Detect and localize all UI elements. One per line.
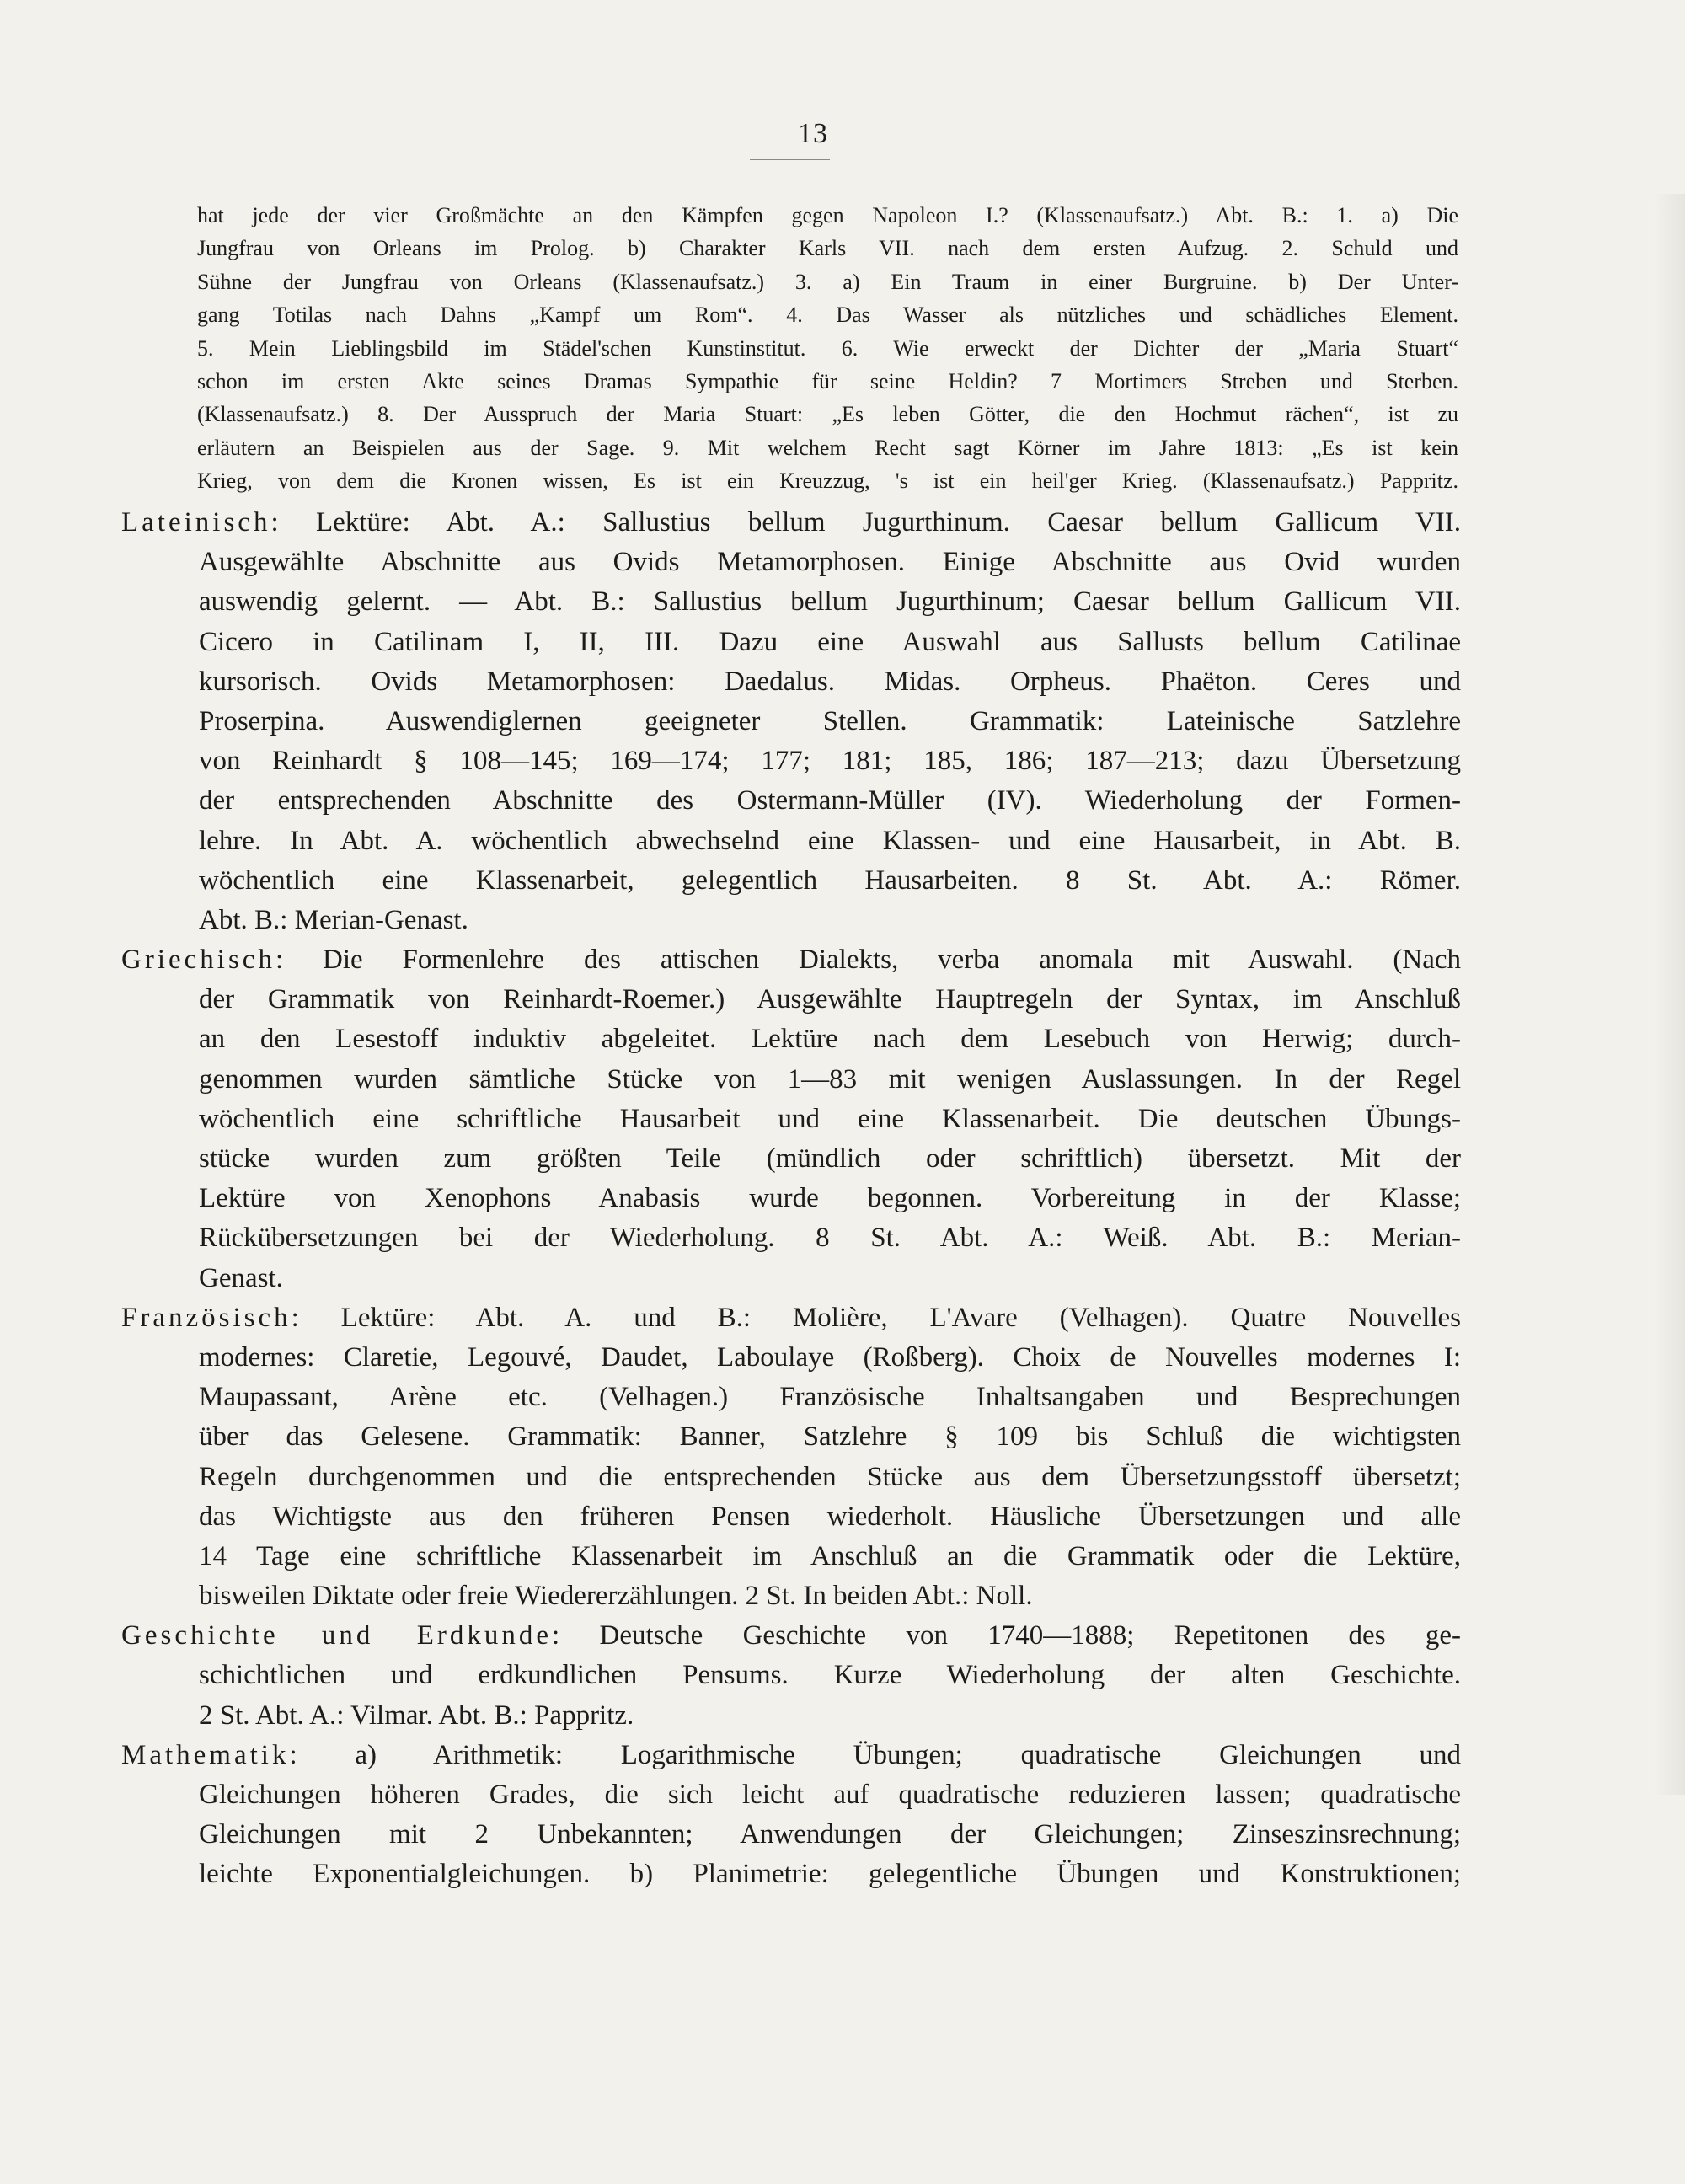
page-number: 13 xyxy=(798,118,828,149)
text-line: von Reinhardt § 108—145; 169—174; 177; 181; 185, 186; 187—213; dazu Übersetzung xyxy=(199,746,1461,777)
text-line: Sühne der Jungfrau von Orleans (Klassenaufsatz.) 3. a) Ein Traum in einer Burgruine. b) Der Unter- xyxy=(197,269,1458,294)
text-line: genommen wurden sämtliche Stücke von 1—83 mit wenigen Auslassungen. In der Regel xyxy=(199,1063,1461,1095)
text-line: an den Lesestoff induktiv abgeleitet. Lektüre nach dem Lesebuch von Herwig; durch- xyxy=(199,1024,1461,1055)
text-line: lehre. In Abt. A. wöchentlich abwechselnd eine Klassen- und eine Hausarbeit, in Abt. B. xyxy=(199,825,1461,856)
section-text: : Lektüre: Abt. A.: Sallustius bellum Jugurthinum. Caesar bellum Gallicum VII. xyxy=(270,507,1461,538)
section-first-line xyxy=(121,1616,1461,1656)
text-line: schichtlichen und erdkundlichen Pensums. Kurze Wiederholung der alten Geschichte. xyxy=(199,1660,1461,1691)
text-line: (Klassenaufsatz.) 8. Der Ausspruch der Maria Stuart: „Es leben Götter, die den Hochmut rächen“, ist zu xyxy=(197,402,1458,427)
section-latein xyxy=(121,503,1461,940)
show-through-shadow xyxy=(1653,194,1685,1795)
section-text: : Lektüre: Abt. A. und B.: Molière, L'Avare (Velhagen). Quatre Nouvelles xyxy=(291,1302,1461,1333)
text-line: 2 St. Abt. A.: Vilmar. Abt. B.: Pappritz. xyxy=(199,1700,634,1731)
text-line: Gleichungen höheren Grades, die sich leicht auf quadratische reduzieren lassen; quadratische xyxy=(199,1780,1461,1810)
text-line: auswendig gelernt. — Abt. B.: Sallustius bellum Jugurthinum; Caesar bellum Gallicum VII. xyxy=(199,586,1461,618)
text-line: Jungfrau von Orleans im Prolog. b) Charakter Karls VII. nach dem ersten Aufzug. 2. Schuld und xyxy=(197,236,1458,261)
section-first-line xyxy=(121,503,1461,543)
section-heading: Lateinisch xyxy=(121,507,271,538)
subject-sections xyxy=(121,503,1461,1895)
text-line: Lektüre von Xenophons Anabasis wurde begonnen. Vorbereitung in der Klasse; xyxy=(199,1183,1461,1214)
section-text: : a) Arithmetik: Logarithmische Übungen; quadratische Gleichungen und xyxy=(289,1739,1461,1770)
section-mathematik xyxy=(121,1736,1461,1895)
section-geschichte xyxy=(121,1616,1461,1736)
text-line: bisweilen Diktate oder freie Wiedererzählungen. 2 St. In beiden Abt.: Noll. xyxy=(199,1581,1033,1612)
text-line: leichte Exponentialgleichungen. b) Planimetrie: gelegentliche Übungen und Konstruktionen; xyxy=(199,1859,1461,1890)
section-text: : Die Formenlehre des attischen Dialekts, verba anomala mit Auswahl. (Nach xyxy=(275,945,1461,976)
text-line: wöchentlich eine schriftliche Hausarbeit und eine Klassenarbeit. Die deutschen Übungs- xyxy=(199,1103,1461,1134)
text-line: Ausgewählte Abschnitte aus Ovids Metamorphosen. Einige Abschnitte aus Ovid wurden xyxy=(199,547,1461,578)
text-line: Maupassant, Arène etc. (Velhagen.) Französische Inhaltsangaben und Besprechungen xyxy=(199,1382,1461,1413)
text-line: Cicero in Catilinam I, II, III. Dazu eine Auswahl aus Sallusts bellum Catilinae xyxy=(199,626,1461,657)
section-griechisch xyxy=(121,940,1461,1298)
text-line: Gleichungen mit 2 Unbekannten; Anwendungen der Gleichungen; Zinseszinsrechnung; xyxy=(199,1819,1461,1850)
section-franzoesisch xyxy=(121,1298,1461,1617)
text-line: stücke wurden zum größten Teile (mündlich oder schriftlich) übersetzt. Mit der xyxy=(199,1143,1461,1174)
section-heading: Griechisch xyxy=(121,945,275,976)
section-heading: Französisch xyxy=(121,1302,292,1333)
text-line: Abt. B.: Merian-Genast. xyxy=(199,904,468,935)
page-number-rule xyxy=(750,159,830,161)
section-heading: Geschichte und Erdkunde xyxy=(121,1620,553,1651)
text-line: Proserpina. Auswendiglernen geeigneter Stellen. Grammatik: Lateinische Satzlehre xyxy=(199,705,1461,736)
section-first-line xyxy=(121,1298,1461,1338)
text-line: Regeln durchgenommen und die entsprechenden Stücke aus dem Übersetzungsstoff übersetzt; xyxy=(199,1461,1461,1492)
text-line: hat jede der vier Großmächte an den Kämpfen gegen Napoleon I.? (Klassenaufsatz.) Abt. B.: 1. a) Die xyxy=(197,203,1458,228)
essay-topics-paragraph xyxy=(197,199,1458,498)
text-line: Rückübersetzungen bei der Wiederholung. 8 St. Abt. A.: Weiß. Abt. B.: Merian- xyxy=(199,1223,1461,1254)
text-line: kursorisch. Ovids Metamorphosen: Daedalus. Midas. Orpheus. Phaëton. Ceres und xyxy=(199,666,1461,697)
text-line: der entsprechenden Abschnitte des Ostermann-Müller (IV). Wiederholung der Formen- xyxy=(199,785,1461,816)
text-line: das Wichtigste aus den früheren Pensen wiederholt. Häusliche Übersetzungen und alle xyxy=(199,1501,1461,1532)
text-line: Genast. xyxy=(199,1262,283,1293)
text-line: über das Gelesene. Grammatik: Banner, Satzlehre § 109 bis Schluß die wichtigsten xyxy=(199,1421,1461,1453)
text-line: schon im ersten Akte seines Dramas Sympathie für seine Heldin? 7 Mortimers Streben und Sterben. xyxy=(197,369,1458,394)
section-heading: Mathematik xyxy=(121,1739,290,1770)
section-first-line xyxy=(121,1736,1461,1775)
section-first-line xyxy=(121,940,1461,980)
text-line: 5. Mein Lieblingsbild im Städel'schen Kunstinstitut. 6. Wie erweckt der Dichter der „Maria Stuart“ xyxy=(197,335,1458,361)
text-line: 14 Tage eine schriftliche Klassenarbeit im Anschluß an die Grammatik oder die Lektüre, xyxy=(199,1540,1461,1571)
text-line: wöchentlich eine Klassenarbeit, gelegentlich Hausarbeiten. 8 St. Abt. A.: Römer. xyxy=(199,864,1461,896)
text-line: gang Totilas nach Dahns „Kampf um Rom“. 4. Das Wasser als nützliches und schädliches Element. xyxy=(197,302,1458,328)
text-line: modernes: Claretie, Legouvé, Daudet, Laboulaye (Roßberg). Choix de Nouvelles modernes I: xyxy=(199,1341,1461,1373)
text-line: der Grammatik von Reinhardt-Roemer.) Ausgewählte Hauptregeln der Syntax, im Anschluß xyxy=(199,984,1461,1015)
text-line: Krieg, von dem die Kronen wissen, Es ist ein Kreuzzug, 's ist ein heil'ger Krieg. (Klassenaufsatz.) Pappritz. xyxy=(197,468,1458,494)
text-line: erläutern an Beispielen aus der Sage. 9. Mit welchem Recht sagt Körner im Jahre 1813: „Es ist kein xyxy=(197,435,1458,460)
section-text: : Deutsche Geschichte von 1740—1888; Repetitonen des ge- xyxy=(552,1620,1461,1651)
